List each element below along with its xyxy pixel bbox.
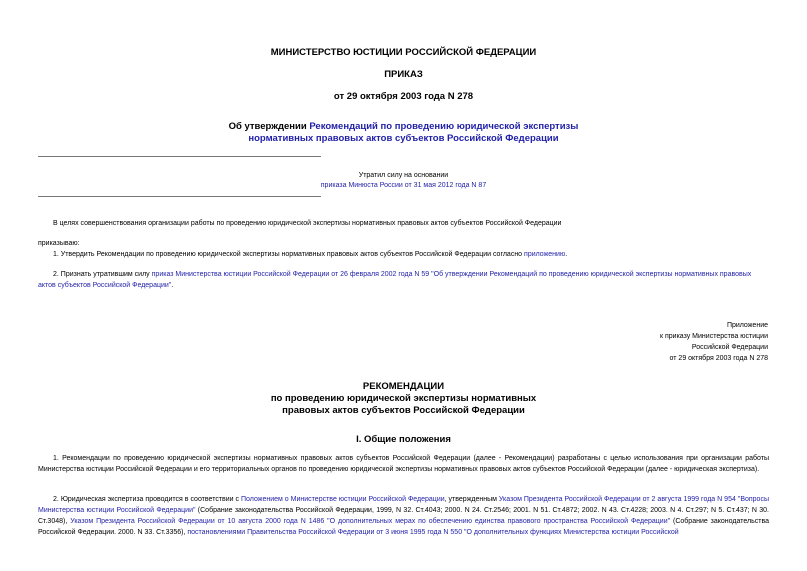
appendix-line-2: к приказу Министерства юстиции [659,333,768,340]
item-1 [38,249,769,260]
resolution-550-link[interactable]: Правительства Российской Федерации от 3 июня 1995 года N 550 "О дополнительных функциях Министерства юстиции Российской [247,529,679,536]
repealed-order-link[interactable]: приказ Министерства юстиции Российской Федерации от 26 февраля 2002 года N 59 "Об утверждении Рекомендаций по проведению юридической экспертизы нормативных правовых актов субъектов Российской Федерации" [38,271,752,289]
recommendations-title: РЕКОМЕНДАЦИИ [362,381,445,392]
status-link-line [0,180,807,191]
decree-1486-link[interactable]: Указом Президента Российской Федерации от 10 августа 2000 года N 1486 "О дополнительных мерах по обеспечению единства правового пространства Российской Федерации" [70,518,671,525]
item-1-text: 1. Утвердить Рекомендации по проведению юридической экспертизы нормативных правовых актов субъектов Российской Федерации согласно [53,251,525,258]
appendix-line-3: Российской Федерации [691,344,768,351]
recommendations-link-cont[interactable]: нормативных правовых актов субъектов Российской Федерации [248,133,559,144]
p2-text-a: 2. Юридическая экспертиза проводится в соответствии с [53,496,242,503]
doc-type-heading: ПРИКАЗ [384,69,423,80]
item-2-text: 2. Признать утратившим силу [53,271,152,278]
intro-paragraph: В целях совершенствования организации работы по проведению юридической экспертизы нормативных правовых актов субъектов Российской Федерации [53,220,562,227]
ministry-regulation-link[interactable]: Положением о Министерстве юстиции Российской Федерации [241,496,445,503]
repeal-order-link[interactable]: приказа Минюста России от 31 мая 2012 года N 87 [320,182,487,189]
divider-top [38,156,321,157]
appendix-link[interactable]: приложению [524,251,566,258]
ministry-heading: МИНИСТЕРСТВО ЮСТИЦИИ РОССИЙСКОЙ ФЕДЕРАЦИИ [270,47,537,58]
status-line: Утратил силу на основании [358,172,449,179]
title-prefix: Об утверждении [228,121,310,132]
resolutions-link[interactable]: постановлениями [187,529,246,536]
recommendations-subtitle-2: правовых актов субъектов Российской Федерации [282,405,525,416]
divider-bottom [38,196,321,197]
recommendations-link[interactable]: Рекомендаций по проведению юридической экспертизы [309,121,579,132]
appendix-line-4: от 29 октября 2003 года N 278 [669,355,768,362]
decree-954-link[interactable]: Указом Президента Российской Федерации от 2 августа 1999 года N 954 "Вопросы Министерства юстиции Российской Федерации" [38,496,769,514]
paragraph-1: 1. Рекомендации по проведению юридической экспертизы нормативных правовых актов субъектов Российской Федерации (далее - Рекомендации) разработаны с целью использования при организации работы Министерства юстиции Российской Федерации и его территориальных органов по проведению юридической экспертизы нормативных правовых актов субъектов Российской Федерации (далее - юридическая экспертиза). [38,455,769,473]
item-2 [38,269,769,291]
p2-text-b: , утвержденным [444,496,499,503]
item-1-end: . [565,251,568,258]
order-title-line-2 [0,133,807,144]
appendix-line-1: Приложение [726,322,768,329]
recommendations-subtitle-1: по проведению юридической экспертизы нормативных [270,393,537,404]
p2-text-d: (Собрание законодательства Российской Федерации. 2000. N 33. Ст.3356), [38,518,769,536]
order-word: приказываю: [38,240,80,247]
order-title-line-1 [0,121,807,132]
order-date-number: от 29 октября 2003 года N 278 [333,91,474,102]
paragraph-2 [38,494,769,538]
item-2-end: . [171,282,174,289]
section-heading: I. Общие положения [356,434,451,445]
p2-text-c: (Собрание законодательства Российской Федерации, 1999, N 32. Ст.4043; 2000. N 24. Ст.2546; 2001. N 51. Ст.4872; 2002. N 43. Ст.4228; 2003. N 4. Ст.297; N 5. Ст.437; N 30. Ст.3048), [38,507,769,525]
